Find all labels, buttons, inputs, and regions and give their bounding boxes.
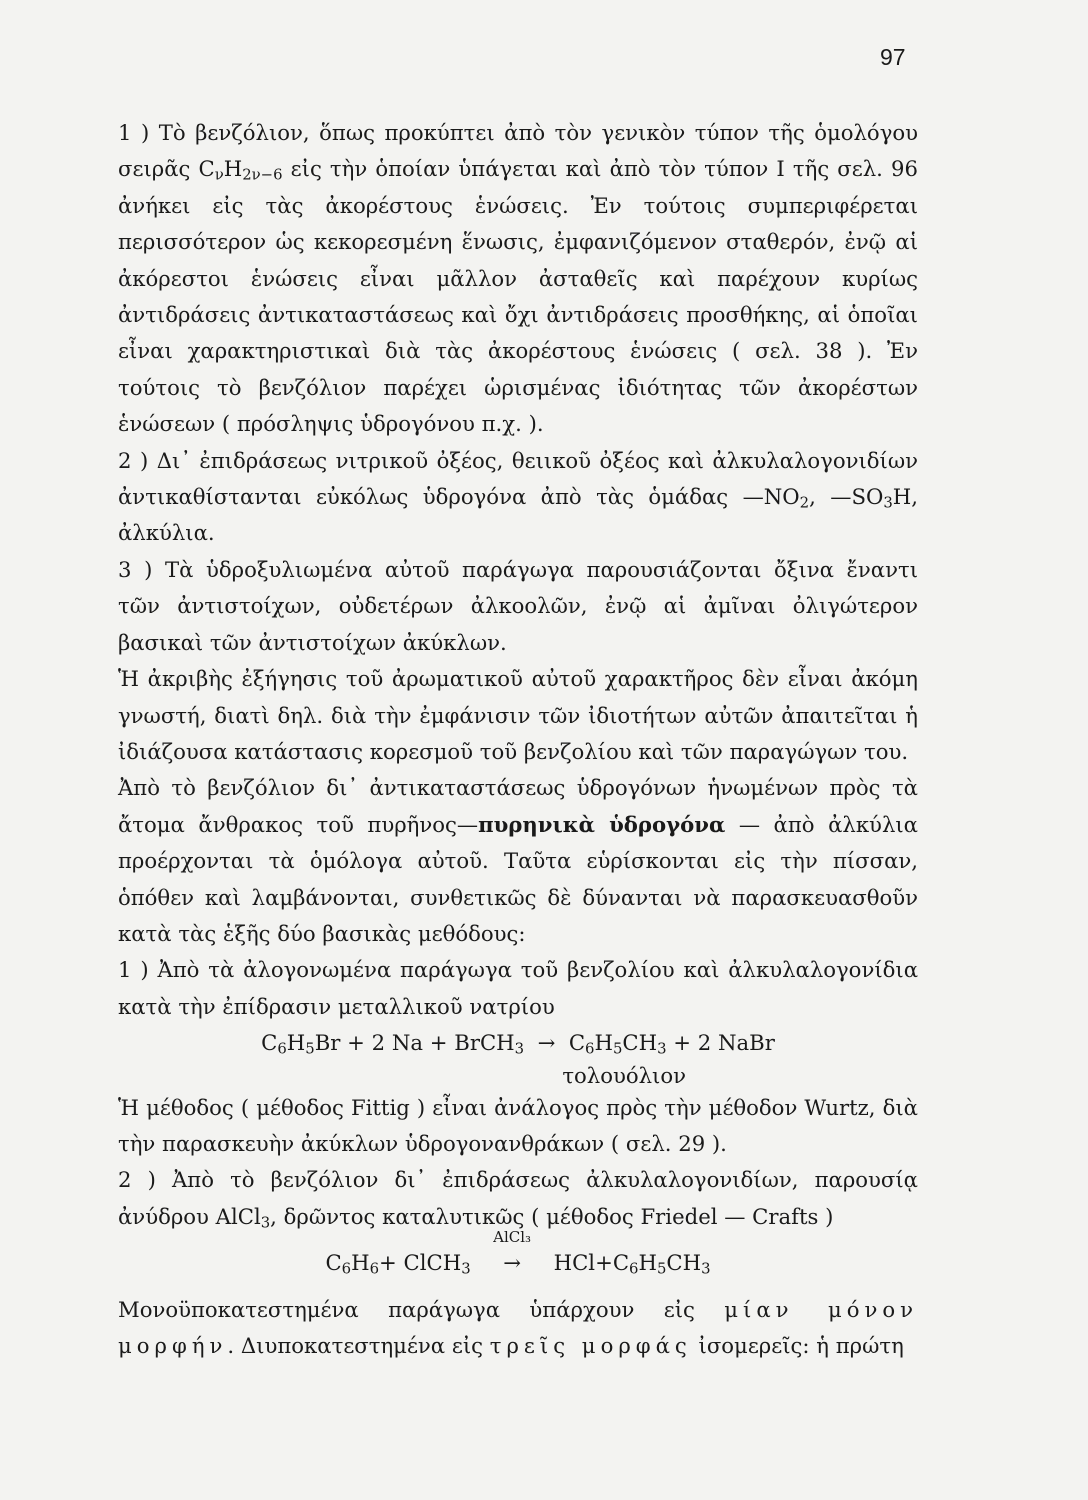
- paragraph-6: 1 ) Ἀπὸ τὰ ἀλογονωμένα παράγωγα τοῦ βενζολίου καὶ ἀλκυλαλογονίδια κατὰ τὴν ἐπίδρασιν μεταλλικοῦ νατρίου: [118, 957, 918, 1019]
- paragraph-9: Μονοϋποκατεστημένα παράγωγα ὑπάρχουν εἰς μίαν μόνον μορφήν. Διυποκατεστημένα εἰς τρεῖς μορφάς ἰσομερεῖς: ἡ πρώτη: [118, 1296, 918, 1358]
- paragraph-1: 1 ) Τὸ βενζόλιον, ὅπως προκύπτει ἀπὸ τὸν γενικὸν τύπον τῆς ὁμολόγου σειρᾶς $C_\nu H_{2\nu-6}$ εἰς τὴν ὁποίαν ὑπάγεται καὶ ἀπὸ τὸν τύπον I τῆς σελ. 96 ἀνήκει εἰς τὰς ἀκορέστους ἑνώσεις. Ἐν τούτοις συμπεριφέρεται περισσότερον ὡς κεκορεσμένη ἕνωσις, ἐμφανιζόμενον σταθερόν, ἐνῷ αἱ ἀκόρεστοι ἑνώσεις εἶναι μᾶλλον ἀσταθεῖς καὶ παρέχουν κυρίως ἀντιδράσεις ἀντικαταστάσεως καὶ ὄχι ἀντιδράσεις προσθήκης, αἱ ὁποῖαι εἶναι χαρακτηριστικαὶ διὰ τὰς ἀκορέστους ἑνώσεις ( σελ. 38 ). Ἐν τούτοις τὸ βενζόλιον παρέχει ὡρισμένας ἰδιότητας τῶν ἀκορέστων ἑνώσεων ( πρόσληψις ὑδρογόνου π.χ. ).: [118, 120, 918, 437]
- equation-product-label: τολουόλιον: [562, 1062, 686, 1088]
- catalyst-arrow: AlCl₃ →: [484, 1245, 540, 1281]
- paragraph-5: Ἀπὸ τὸ βενζόλιον δι᾿ ἀντικαταστάσεως ὑδρογόνων ἡνωμένων πρὸς τὰ ἄτομα ἄνθρακος τοῦ πυρῆνος—πυρηνικὰ ὑδρογόνα — ἀπὸ ἀλκύλια προέρχονται τὰ ὁμόλογα αὐτοῦ. Ταῦτα εὑρίσκονται εἰς τὴν πίσσαν, ὁπόθεν καὶ λαμβάνονται, συνθετικῶς δὲ δύνανται νὰ παρασκευασθοῦν κατὰ τὰς ἑξῆς δύο βασικὰς μεθόδους:: [118, 775, 918, 946]
- page-body: [118, 115, 918, 1364]
- paragraph-7: Ἡ μέθοδος ( μέθοδος Fittig ) εἶναι ἀνάλογος πρὸς τὴν μέθοδον Wurtz, διὰ τὴν παρασκευὴν ἀκύκλων ὑδρογονανθράκων ( σελ. 29 ).: [118, 1094, 918, 1156]
- equation-fittig: $C_6H_5Br + 2$ Na + BrCH$_3$ → $C_6H_5CH_3 + 2$ NaBr: [261, 1030, 775, 1058]
- catalyst-label: AlCl₃: [493, 1228, 532, 1247]
- paragraph-3: 3 ) Τὰ ὑδροξυλιωμένα αὐτοῦ παράγωγα παρουσιάζονται ὄξινα ἔναντι τῶν ἀντιστοίχων, οὐδετέρων ἀλκοολῶν, ἐνῷ αἱ ἀμῖναι ὀλιγώτερον βασικαὶ τῶν ἀντιστοίχων ἀκύκλων.: [118, 556, 918, 655]
- paragraph-4: Ἡ ἀκριβὴς ἐξήγησις τοῦ ἀρωματικοῦ αὐτοῦ χαρακτῆρος δὲν εἶναι ἀκόμη γνωστή, διατὶ δηλ. διὰ τὴν ἐμφάνισιν τῶν ἰδιοτήτων αὐτῶν ἀπαιτεῖται ἡ ἰδιάζουσα κατάστασις κορεσμοῦ τοῦ βενζολίου καὶ τῶν παραγώγων του.: [118, 666, 918, 764]
- paragraph-8: 2 ) Ἀπὸ τὸ βενζόλιον δι᾿ ἐπιδράσεως ἀλκυλαλογονιδίων, παρουσίᾳ ἀνύδρου AlCl$_3$, δρῶντος καταλυτικῶς ( μέθοδος Friedel — Crafts ): [118, 1167, 918, 1232]
- equation-friedel-crafts: $C_6H_6+$ ClCH$_3$ AlCl₃ → $HCl+C_6H_5CH_3$: [118, 1245, 918, 1281]
- reaction-arrow: →: [537, 1030, 556, 1056]
- paragraph-2: 2 ) Δι᾿ ἐπιδράσεως νιτρικοῦ ὀξέος, θειικοῦ ὀξέος καὶ ἀλκυλαλογονιδίων ἀντικαθίστανται εὐκόλως ὑδρογόνα ἀπὸ τὰς ὁμάδας $—NO_2$, $—SO_3H$, ἀλκύλια.: [118, 447, 918, 546]
- page-number: 97: [880, 44, 906, 70]
